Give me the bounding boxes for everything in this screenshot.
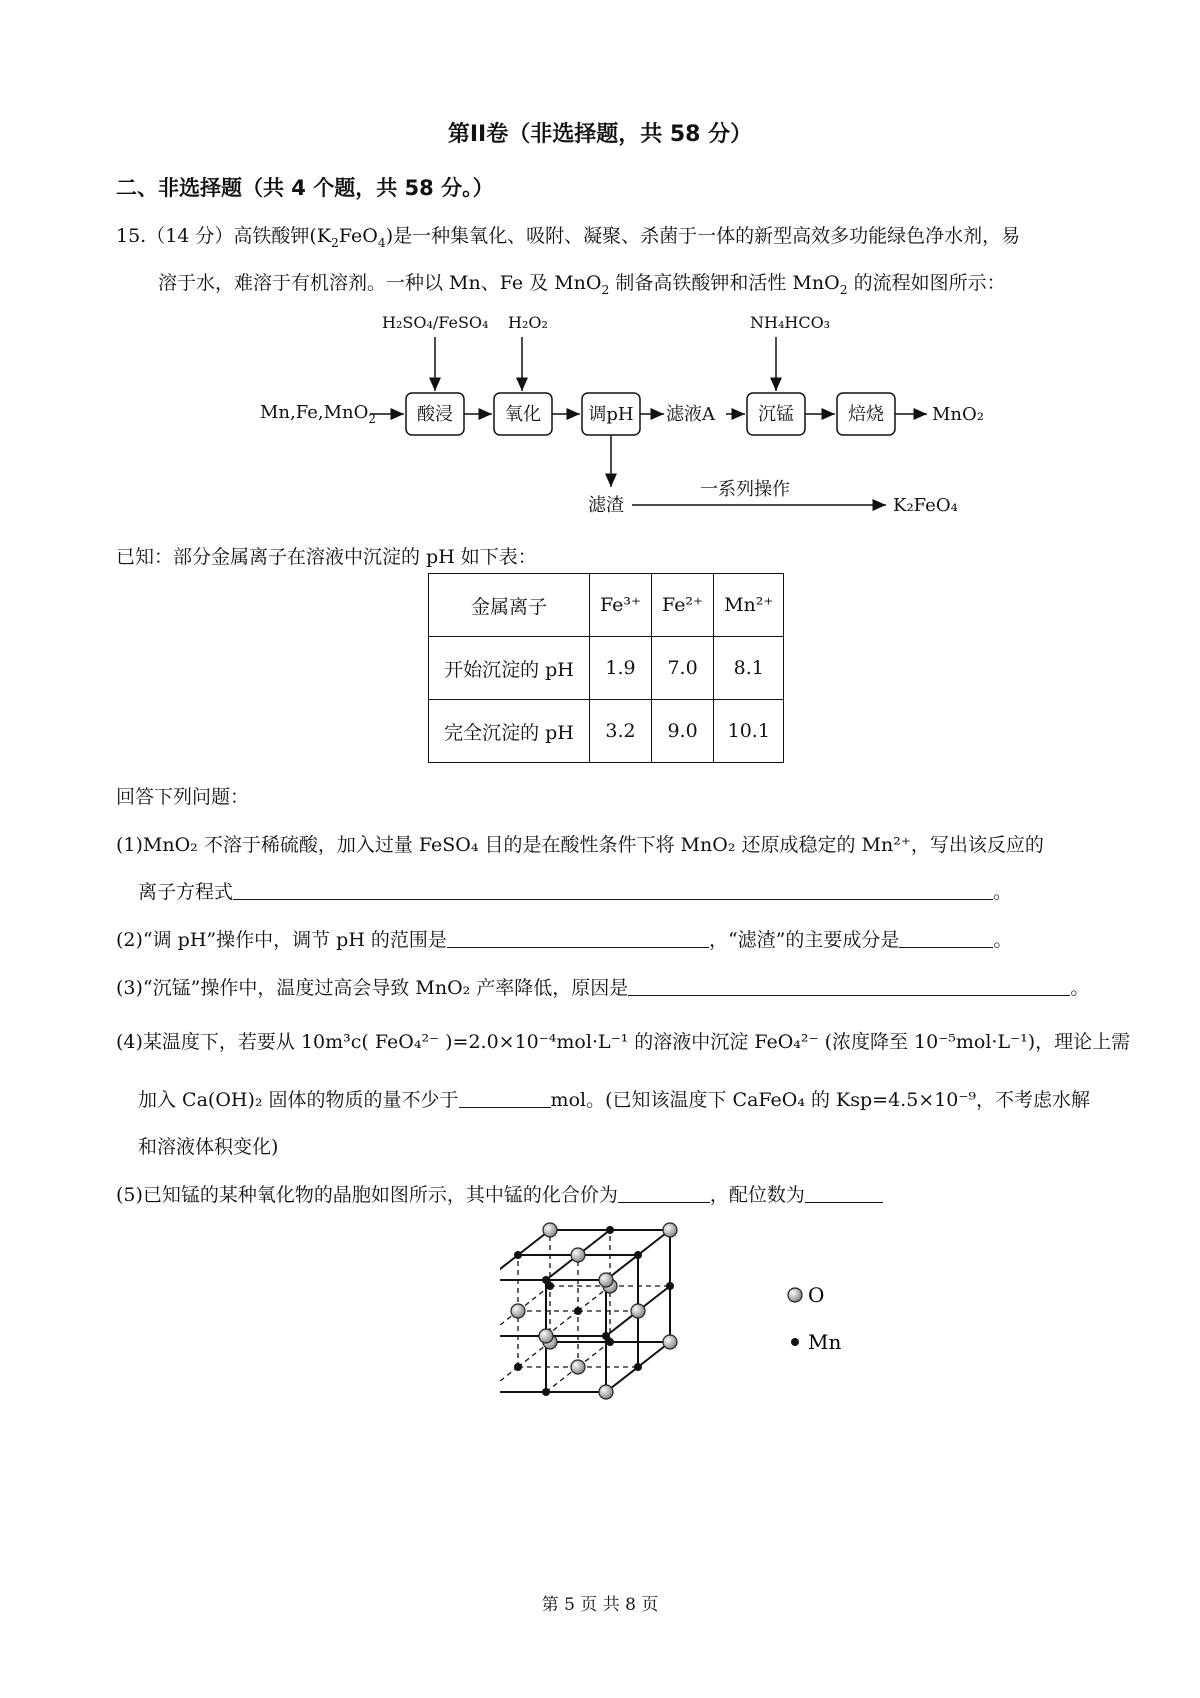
table-cell: 1.9: [590, 637, 652, 700]
page-title: 第II卷（非选择题，共 58 分）: [447, 122, 753, 147]
table-cell: 完全沉淀的 pH: [429, 700, 590, 763]
answer-blank-5b[interactable]: [805, 1183, 883, 1203]
manganese-atom: [514, 1251, 522, 1259]
q15-intro-line-1: 15.（14 分）高铁酸钾$(K_2FeO_4)$是一种集氧化、吸附、凝聚、杀菌于一体的新型高效多功能绿色净水剂，易: [116, 225, 1021, 250]
question-5: (5)已知锰的某种氧化物的晶胞如图所示，其中锰的化合价为 ，配位数为: [116, 1180, 883, 1207]
flow-reagent-1: H₂SO₄/FeSO₄: [382, 313, 489, 332]
page-number: 第 5 页 共 8 页: [541, 1595, 659, 1615]
question-4-line-1: (4)某温度下，若要从 10m³c( FeO₄²⁻ )=2.0×10⁻⁴mol·L⁻¹ 的溶液中沉淀 FeO₄²⁻ (浓度降至 10⁻⁵mol·L⁻¹)，理论上需: [116, 1031, 1131, 1053]
flow-reagent-2: H₂O₂: [508, 313, 548, 332]
manganese-atom: [542, 1276, 550, 1284]
process-flow-diagram: [0, 305, 1200, 525]
oxygen-atom: [539, 1329, 553, 1343]
oxygen-atom: [631, 1304, 645, 1318]
crystal-cell-diagram: [500, 1220, 880, 1440]
flow-step-4: 沉锰: [758, 404, 794, 425]
manganese-atom: [606, 1226, 614, 1234]
ph-table: [428, 573, 784, 763]
section-title: 二、非选择题（共 4 个题，共 58 分。）: [116, 176, 494, 200]
answer-blank-1[interactable]: [233, 880, 993, 900]
flow-input: Mn,Fe,MnO$_2$: [260, 402, 377, 426]
table-cell: 9.0: [652, 700, 714, 763]
flow-reagent-3: NH₄HCO₃: [750, 313, 831, 332]
q15-intro-line-2: 溶于水，难溶于有机溶剂。一种以 Mn、Fe 及 MnO$_2$ 制备高铁酸钾和活性 MnO$_2$ 的流程如图所示：: [158, 272, 1006, 297]
flow-product-1: MnO₂: [932, 404, 984, 425]
table-cell: 3.2: [590, 700, 652, 763]
flow-filtrate: 滤液A: [666, 404, 715, 425]
crystal-legend: [788, 1283, 841, 1354]
manganese-atom: [634, 1363, 642, 1371]
legend-mn-label: Mn: [808, 1330, 842, 1354]
manganese-atom: [514, 1363, 522, 1371]
manganese-atom: [542, 1388, 550, 1396]
lattice-edge: [500, 1255, 518, 1280]
flow-step-5: 焙烧: [848, 404, 884, 425]
table-row: [429, 700, 784, 763]
question-4-line-2: 加入 Ca(OH)₂ 固体的物质的量不少于 mol。(已知该温度下 CaFeO₄ 的 Ksp=4.5×10⁻⁹，不考虑水解: [138, 1089, 1091, 1111]
oxygen-atom: [599, 1385, 613, 1399]
known-text: 已知：部分金属离子在溶液中沉淀的 pH 如下表：: [116, 546, 537, 568]
flow-step-2: 氧化: [505, 404, 541, 425]
manganese-atom: [666, 1282, 674, 1290]
question-2: (2)“调 pH”操作中，调节 pH 的范围是 ，“滤渣”的主要成分是 。: [116, 929, 1013, 951]
lattice-edge: [500, 1367, 518, 1392]
oxygen-atom: [511, 1304, 525, 1318]
manganese-atom: [574, 1307, 582, 1315]
oxygen-atom: [663, 1223, 677, 1237]
table-header-cell: Mn²⁺: [714, 574, 784, 637]
answer-prompt: 回答下列问题：: [116, 786, 250, 808]
question-4-line-3: 和溶液体积变化): [138, 1136, 279, 1158]
manganese-atom: [602, 1332, 610, 1340]
answer-blank-5a[interactable]: [618, 1183, 710, 1203]
table-cell: 10.1: [714, 700, 784, 763]
oxygen-atom: [663, 1335, 677, 1349]
legend-o-atom: [788, 1288, 802, 1302]
table-header-cell: Fe²⁺: [652, 574, 714, 637]
oxygen-atom: [571, 1248, 585, 1262]
oxygen-atom: [599, 1273, 613, 1287]
question-3: (3)“沉锰”操作中，温度过高会导致 MnO₂ 产率降低，原因是 。: [116, 977, 1090, 999]
table-cell: 开始沉淀的 pH: [429, 637, 590, 700]
table-cell: 8.1: [714, 637, 784, 700]
table-header-cell: 金属离子: [429, 574, 590, 637]
answer-blank-2a[interactable]: [447, 928, 709, 948]
flow-step-1: 酸浸: [417, 404, 453, 425]
table-cell: 7.0: [652, 637, 714, 700]
flow-series-ops: 一系列操作: [700, 479, 790, 500]
table-row: [429, 637, 784, 700]
oxygen-atom: [571, 1360, 585, 1374]
flow-product-2: K₂FeO₄: [893, 495, 958, 516]
legend-o-label: O: [808, 1283, 825, 1307]
answer-blank-2b[interactable]: [899, 928, 993, 948]
table-header-row: [429, 574, 784, 637]
answer-blank-3[interactable]: [628, 976, 1070, 996]
table-header-cell: Fe³⁺: [590, 574, 652, 637]
question-1-line-1: (1)MnO₂ 不溶于稀硫酸，加入过量 FeSO₄ 目的是在酸性条件下将 MnO₂ 还原成稳定的 Mn²⁺，写出该反应的: [116, 834, 1044, 856]
answer-blank-4[interactable]: [459, 1088, 551, 1108]
legend-mn-atom: [791, 1338, 799, 1346]
oxygen-atom: [543, 1223, 557, 1237]
flow-step-3: 调pH: [588, 404, 634, 425]
manganese-atom: [634, 1251, 642, 1259]
flow-residue: 滤渣: [588, 495, 624, 516]
question-1-line-2: 离子方程式 。: [138, 881, 1013, 903]
